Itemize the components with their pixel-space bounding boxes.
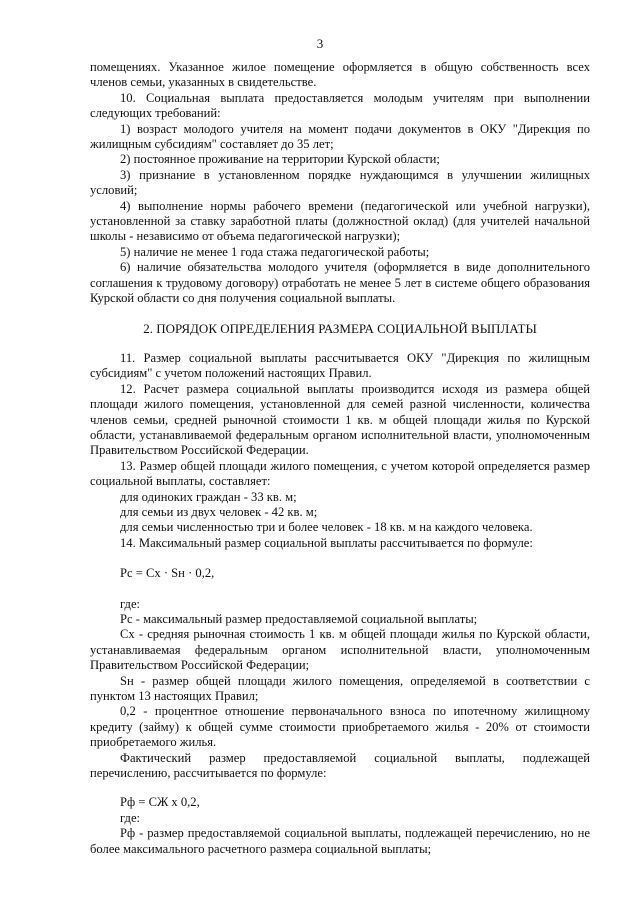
def-coef: 0,2 - процентное отношение первоначального взноса по ипотечному жилищному кредиту (займу) к общей сумме стоимости приобретаемого жилья - 20% от стоимости приобретаемого жилья. [90, 704, 590, 750]
actual-payment-intro: Фактический размер предоставляемой социальной выплаты, подлежащей перечислению, рассчитывается по формуле: [90, 750, 590, 781]
page-number: 3 [316, 36, 324, 51]
def-sn: Sн - размер общей площади жилого помещения, определяемой в соответствии с пунктом 13 настоящих Правил; [90, 673, 590, 704]
requirement-1: 1) возраст молодого учителя на момент подачи документов в ОКУ "Дирекция по жилищным субсидиям" составляет до 35 лет; [90, 121, 590, 152]
def-rf: Рф - размер предоставляемой социальной выплаты, подлежащей перечислению, но не более максимального расчетного размера социальной выплаты; [90, 826, 590, 856]
section-heading: 2. ПОРЯДОК ОПРЕДЕЛЕНИЯ РАЗМЕРА СОЦИАЛЬНОЙ ВЫПЛАТЫ [143, 320, 537, 336]
clause-10: 10. Социальная выплата предоставляется молодым учителям при выполнении следующих требований: [90, 90, 590, 121]
requirement-2: 2) постоянное проживание на территории Курской области; [120, 152, 440, 167]
clause-13: 13. Размер общей площади жилого помещения, с учетом которой определяется размер социальной выплаты, составляет: [90, 458, 590, 489]
formula-actual: Рф = СЖ х 0,2, [120, 795, 200, 810]
clause-11: 11. Размер социальной выплаты рассчитывается ОКУ "Дирекция по жилищным субсидиям" с учетом положений настоящих Правил. [90, 350, 590, 381]
area-norm-two: для семьи из двух человек - 42 кв. м; [120, 504, 318, 519]
formula-max: Рс = Сх · Sн · 0,2, [120, 566, 215, 581]
requirement-5: 5) наличие не менее 1 года стажа педагогической работы; [120, 244, 430, 259]
requirement-3: 3) признание в установленном порядке нуждающимся в улучшении жилищных условий; [90, 167, 590, 198]
clause-12: 12. Расчет размера социальной выплаты производится исходя из размера общей площади жилого помещения, установленной для семей разной численности, количества членов семьи, средней рыночной стоимости 1 кв. м общей площади жилья по Курской области, устанавливаемой федеральным органом исполнительной власти, уполномоченным Правительством Российской Федерации. [90, 381, 590, 458]
clause-14: 14. Максимальный размер социальной выплаты рассчитывается по формуле: [120, 535, 533, 550]
where-label-2: где: [120, 810, 141, 825]
where-label-1: где: [120, 596, 141, 611]
area-norm-single: для одиноких граждан - 33 кв. м; [120, 489, 297, 504]
def-rs: Рс - максимальный размер предоставляемой социальной выплаты; [120, 612, 478, 626]
document-body [90, 60, 590, 857]
area-norm-three-plus: для семьи численностью три и более человек - 18 кв. м на каждого человека. [120, 520, 533, 535]
def-sx: Сх - средняя рыночная стоимость 1 кв. м общей площади жилья по Курской области, устанавливаемая федеральным органом исполнительной власти, уполномоченным Правительством Российской Федерации; [90, 627, 590, 673]
requirement-6: 6) наличие обязательства молодого учителя (оформляется в виде дополнительного соглашения к трудовому договору) отработать не менее 5 лет в системе общего образования Курской области со дня получения социальной выплаты. [90, 260, 590, 306]
paragraph-continuation: помещениях. Указанное жилое помещение оформляется в общую собственность всех членов семьи, указанных в свидетельстве. [90, 60, 590, 90]
requirement-4: 4) выполнение нормы рабочего времени (педагогической или учебной нагрузки), установленной за ставку заработной платы (должностной оклад) (для учителей начальной школы - независимо от объема педагогической нагрузки); [90, 198, 590, 244]
